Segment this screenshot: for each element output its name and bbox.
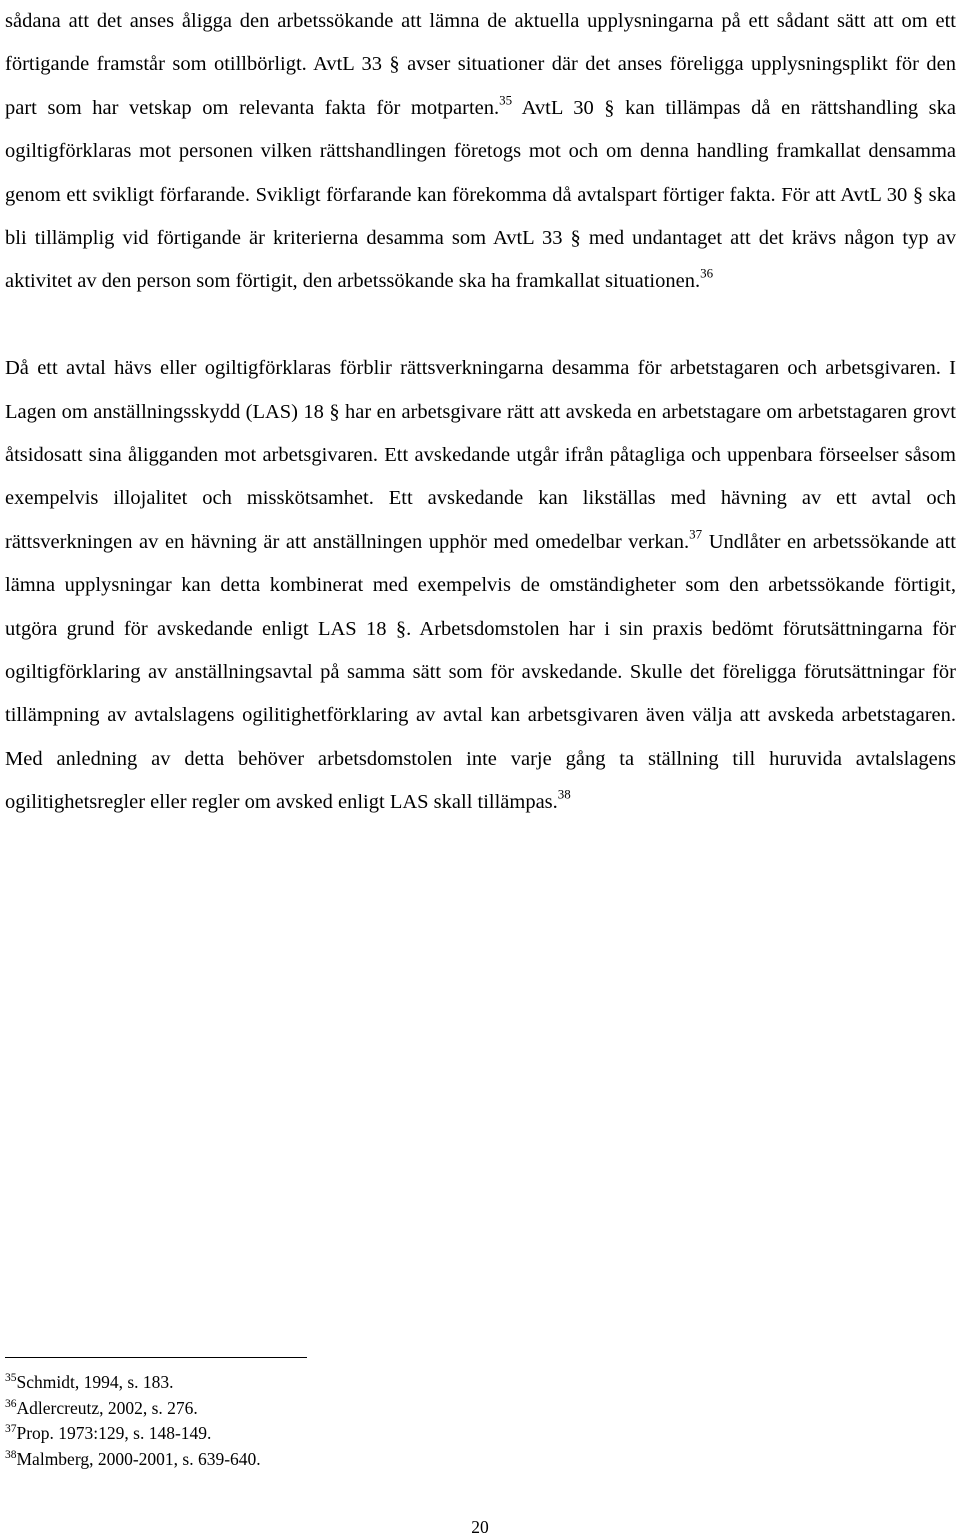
- footnote-text: Schmidt, 1994, s. 183.: [16, 1372, 174, 1392]
- footnote-35: [5, 1370, 805, 1396]
- footnote-number: 37: [5, 1422, 17, 1435]
- footnote-37: [5, 1421, 805, 1447]
- page-number: 20: [471, 1517, 489, 1537]
- footnote-text: Adlercreutz, 2002, s. 276.: [16, 1397, 198, 1418]
- paragraph-2-text-1: Då ett avtal hävs eller ogiltigförklaras förblir rättsverkningarna desamma för arbetstagaren och arbetsgivaren. I Lagen om anställningsskydd (LAS) 18 § har en arbetsgivare rätt att avskeda en arbetstagare om arbetstagaren grovt åtsidosatt sina åligganden mot arbetsgivaren. Ett avskedande utgår ifrån påtagliga och uppenbara förseelser såsom exempelvis illojalitet och misskötsamhet. Ett avskedande kan likställas med hävning av ett avtal och rättsverkningen av en hävning är att anställningen upphör med omedelbar verkan.: [5, 357, 956, 553]
- footnote-36: [5, 1396, 805, 1422]
- footnote-text: Prop. 1973:129, s. 148-149.: [16, 1423, 212, 1443]
- footnote-ref-38[interactable]: 38: [557, 786, 571, 802]
- paragraph-1: [5, 0, 956, 304]
- footnote-ref-37[interactable]: 37: [689, 526, 703, 542]
- footnote-number: 35: [5, 1371, 17, 1384]
- footnote-ref-35[interactable]: 35: [499, 92, 513, 108]
- footnote-ref-36[interactable]: 36: [700, 266, 714, 282]
- footnote-number: 38: [5, 1448, 17, 1461]
- footnote-number: 36: [5, 1397, 17, 1410]
- paragraph-1-text-2: AvtL 30 § kan tillämpas då en rättshandling ska ogiltigförklaras mot personen vilken rättshandlingen företogs mot och om denna handling framkallat densamma genom ett svikligt förfarande. Svikligt förfarande kan förekomma då avtalspart förtiger fakta. För att AvtL 30 § ska bli tillämplig vid förtigande är kriterierna desamma som AvtL 33 § med undantaget att det krävs någon typ av aktivitet av den person som förtigit, den arbetssökande ska ha framkallat situationen.: [5, 96, 957, 293]
- footnote-38: [5, 1447, 805, 1473]
- paragraph-2: [5, 347, 956, 824]
- body-text: [5, 0, 956, 825]
- footnotes: [5, 1370, 805, 1472]
- paragraph-1-text-1: sådana att det anses åligga den arbetssökande att lämna de aktuella upplysningarna på ett sådant sätt att om ett förtigande framstår som otillbörligt. AvtL 33 § avser situationer där det anses föreligga upplysningsplikt för den part som har vetskap om relevanta fakta för motparten.: [5, 10, 956, 119]
- footnote-separator: [5, 1357, 307, 1358]
- footnote-text: Malmberg, 2000-2001, s. 639-640.: [16, 1448, 261, 1469]
- paragraph-2-text-2: Undlåter en arbetssökande att lämna upplysningar kan detta kombinerat med exempelvis de omständigheter som den arbetssökande förtigit, utgöra grund för avskedande enligt LAS 18 §. Arbetsdomstolen har i sin praxis bedömt förutsättningarna för ogiltigförklaring av anställningsavtal på samma sätt som för avskedande. Skulle det föreligga förutsättningar för tillämpning av avtalslagens ogilitighetförklaring av avtal kan arbetsgivaren även välja att avskeda arbetstagaren. Med anledning av detta behöver arbetsdomstolen inte varje gång ta ställning till huruvida avtalslagens ogilitighetsregler eller regler om avsked enligt LAS skall tillämpas.: [5, 530, 956, 814]
